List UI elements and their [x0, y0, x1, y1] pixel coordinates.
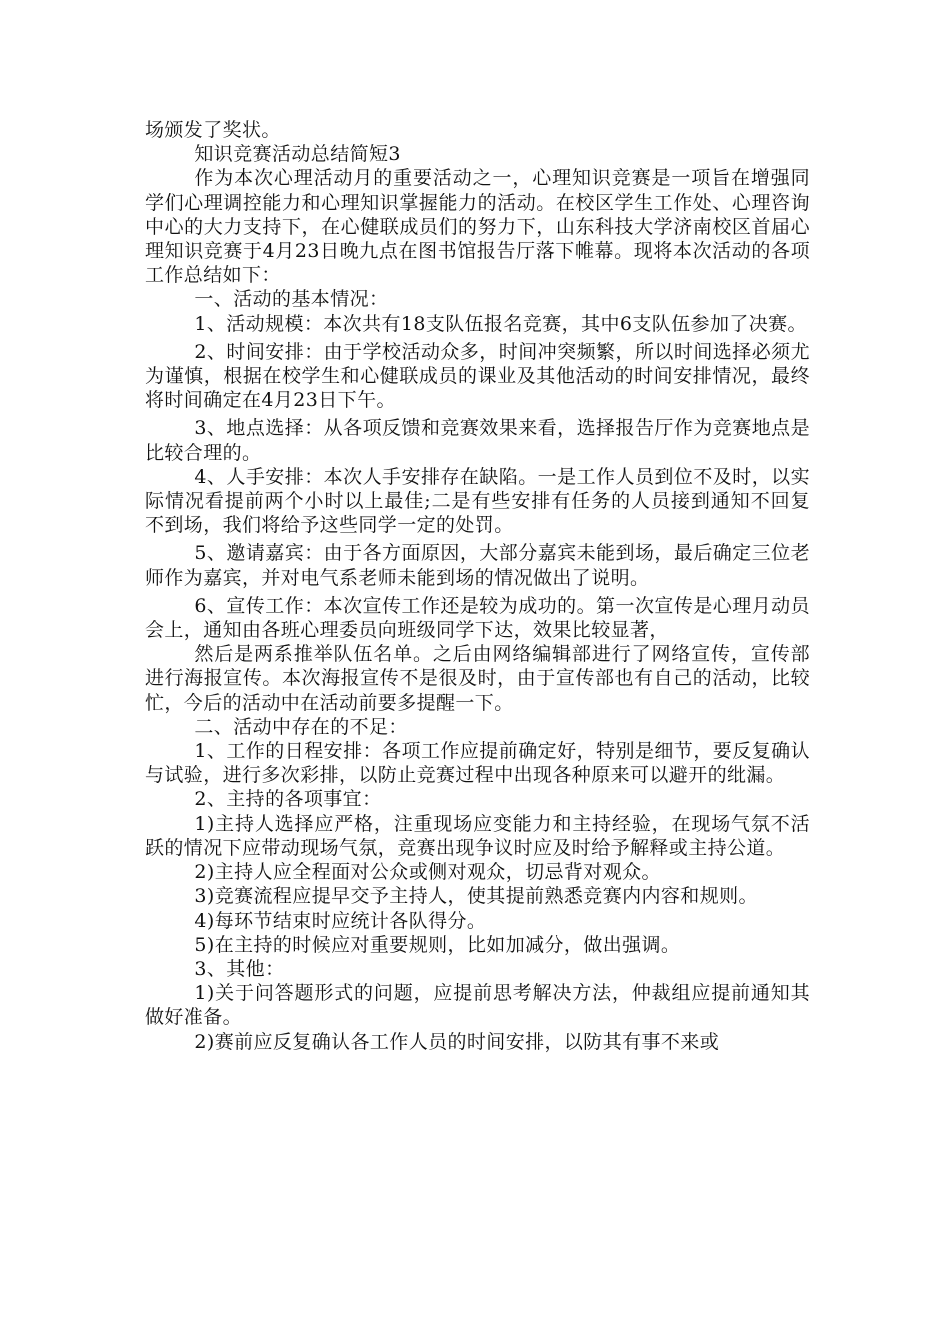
heading-other: 3、其他：: [194, 957, 285, 980]
list-item-host-3: 3)竞赛流程应提早交予主持人，使其提前熟悉竞赛内内容和规则。: [194, 885, 758, 908]
list-item-host-4: 4)每环节结束时应统计各队得分。: [194, 909, 487, 932]
document-body: [145, 118, 810, 1054]
list-item-other-2: 2)赛前应反复确认各工作人员的时间安排，以防其有事不来或: [194, 1030, 720, 1053]
paragraph-publicity: 6、宣传工作：本次宣传工作还是较为成功的。第一次宣传是心理月动员会上，通知由各班心理委员向班级同学下达，效果比较显著，: [145, 594, 810, 642]
heading-hosting: 2、主持的各项事宜：: [194, 788, 382, 811]
paragraph-staffing: 4、人手安排：本次人手安排存在缺陷。一是工作人员到位不及时，以实际情况看提前两个小时以上最佳;二是有些安排有任务的人员接到通知不回复不到场，我们将给予这些同学一定的处罚。: [145, 465, 810, 537]
paragraph-continuation: 场颁发了奖状。: [145, 119, 281, 141]
list-item-other-1: 1)关于问答题形式的问题，应提前思考解决方法，仲裁组应提前通知其做好准备。: [145, 982, 810, 1029]
heading-shortcomings: 二、活动中存在的不足：: [194, 715, 408, 738]
paragraph-location: 3、地点选择：从各项反馈和竞赛效果来看，选择报告厅作为竞赛地点是比较合理的。: [145, 417, 810, 464]
section-heading: 知识竞赛活动总结简短3: [194, 143, 401, 166]
paragraph-publicity-continued: 然后是两系推举队伍名单。之后由网络编辑部进行了网络宣传，宣传部进行海报宣传。本次海报宣传不是很及时，由于宣传部也有自己的活动，比较忙，今后的活动中在活动前要多提醒一下。: [145, 643, 810, 714]
paragraph-schedule: 1、工作的日程安排：各项工作应提前确定好，特别是细节，要反复确认与试验，进行多次彩排，以防止竞赛过程中出现各种原来可以避开的纰漏。: [145, 740, 810, 787]
paragraph-guests: 5、邀请嘉宾：由于各方面原因，大部分嘉宾未能到场，最后确定三位老师作为嘉宾，并对电气系老师未能到场的情况做出了说明。: [145, 542, 810, 589]
heading-basic-situation: 一、活动的基本情况：: [194, 288, 389, 311]
list-item-host-5: 5)在主持的时候应对重要规则，比如加减分，做出强调。: [194, 933, 681, 956]
paragraph-scale: 1、活动规模：本次共有18支队伍报名竞赛，其中6支队伍参加了决赛。: [194, 312, 807, 335]
list-item-host-1: 1)主持人选择应严格，注重现场应变能力和主持经验，在现场气氛不活跃的情况下应带动现场气氛，竞赛出现争议时应及时给予解释或主持公道。: [145, 812, 810, 859]
intro-paragraph: 作为本次心理活动月的重要活动之一，心理知识竞赛是一项旨在增强同学们心理调控能力和心理知识掌握能力的活动。在校区学生工作处、心理咨询中心的大力支持下，在心健联成员们的努力下，山东科技大学济南校区首届心理知识竞赛于4月23日晚九点在图书馆报告厅落下帷幕。现将本次活动的各项工作总结如下：: [145, 167, 810, 287]
paragraph-time: 2、时间安排：由于学校活动众多，时间冲突频繁，所以时间选择必须尤为谨慎，根据在校学生和心健联成员的课业及其他活动的时间安排情况，最终将时间确定在4月23日下午。: [145, 340, 810, 412]
list-item-host-2: 2)主持人应全程面对公众或侧对观众，切忌背对观众。: [194, 861, 661, 884]
